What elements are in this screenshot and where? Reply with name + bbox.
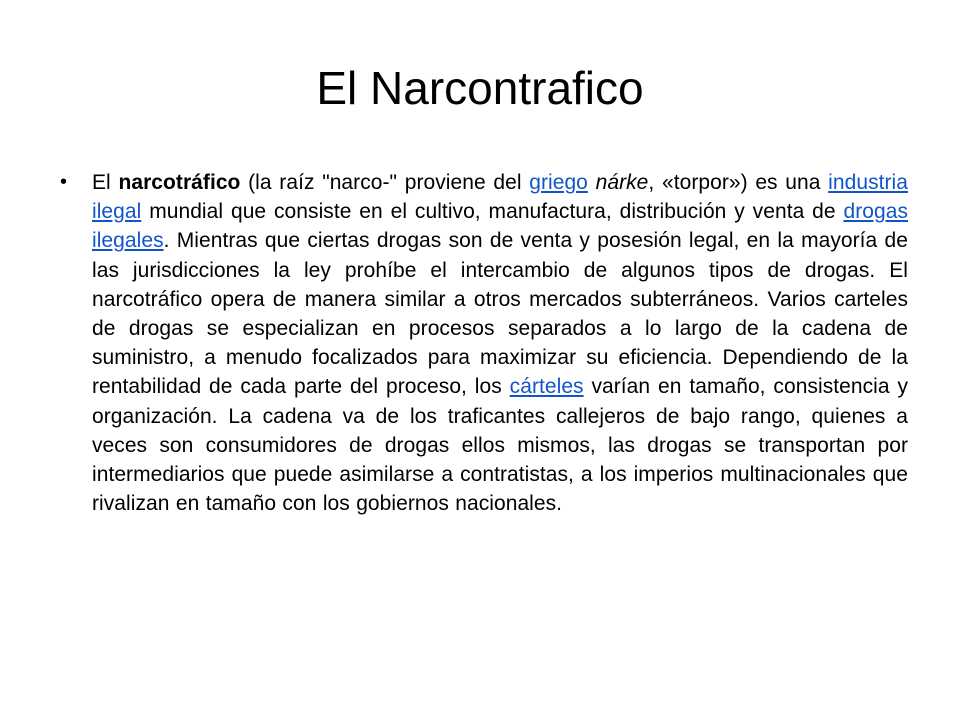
link-industria-ilegal[interactable]: industria ilegal [92, 171, 908, 224]
slide-body [56, 168, 908, 518]
link-drogas-ilegales[interactable]: drogas ilegales [92, 200, 908, 253]
bullet-item [56, 168, 908, 518]
body-paragraph [92, 168, 908, 518]
italic-term-narke: nárke [595, 171, 649, 194]
text-segment: (la raíz "narco-" proviene del [240, 171, 530, 194]
text-segment: El [92, 171, 119, 194]
bullet-icon: • [60, 171, 68, 193]
text-segment: , «torpor») es una [648, 171, 829, 194]
slide-title: El Narcontrafico [316, 62, 644, 114]
text-segment: varían en tamaño, consistencia y organización. La cadena va de los traficantes callejeros de bajo rango, quienes a veces son consumidores de drogas ellos mismos, las drogas se transportan por intermediarios que puede asimilarse a contratistas, a los imperios multinacionales que rivalizan en tamaño con los gobiernos nacionales. [92, 375, 908, 516]
bold-term-narcotrafico: narcotráfico [118, 171, 241, 194]
text-segment: mundial que consiste en el cultivo, manufactura, distribución y venta de [141, 200, 844, 224]
link-carteles[interactable]: cárteles [509, 375, 584, 399]
text-segment: . Mientras que ciertas drogas son de venta y posesión legal, en la mayoría de las jurisdicciones la ley prohíbe el intercambio de algunos tipos de drogas. El narcotráfico opera de manera similar a otros mercados subterráneos. Varios carteles de drogas se especializan en procesos separados a lo largo de la cadena de suministro, a menudo focalizados para maximizar su eficiencia. Dependiendo de la rentabilidad de cada parte del proceso, los [92, 229, 908, 399]
link-griego[interactable]: griego [529, 171, 588, 194]
text-segment [588, 171, 596, 194]
